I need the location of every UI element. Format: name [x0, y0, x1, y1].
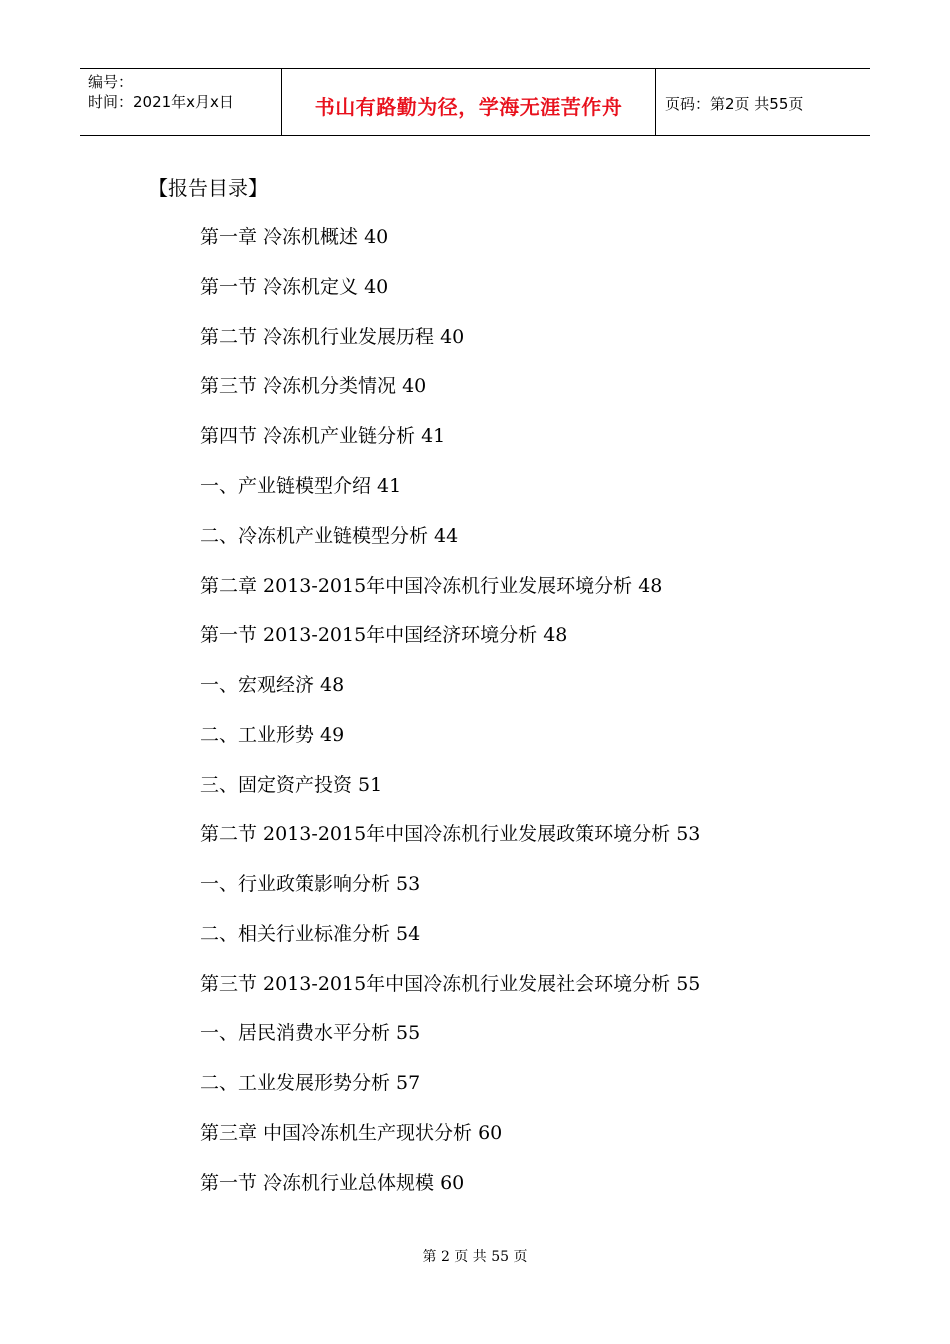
- toc-item: 第三节 2013-2015年中国冷冻机行业发展社会环境分析 55: [200, 973, 701, 995]
- toc-item: 一、宏观经济 48: [200, 674, 345, 696]
- toc-item: 第四节 冷冻机产业链分析 41: [200, 425, 446, 447]
- doc-number-label: 编号：: [88, 73, 134, 91]
- toc-item: 第二章 2013-2015年中国冷冻机行业发展环境分析 48: [200, 575, 663, 597]
- header-page-info: 页码：第2页 共55页: [665, 95, 804, 113]
- page-footer: 第 2 页 共 55 页: [422, 1249, 528, 1265]
- toc-item: 第一节 冷冻机行业总体规模 60: [200, 1172, 465, 1194]
- toc-item: 二、相关行业标准分析 54: [200, 923, 421, 945]
- toc-item: 第一节 2013-2015年中国经济环境分析 48: [200, 624, 568, 646]
- toc-item: 第二节 2013-2015年中国冷冻机行业发展政策环境分析 53: [200, 823, 701, 845]
- toc-item: 一、居民消费水平分析 55: [200, 1022, 421, 1044]
- toc-item: 第一章 冷冻机概述 40: [200, 226, 389, 248]
- toc-item: 一、产业链模型介绍 41: [200, 475, 402, 497]
- toc-title: 【报告目录】: [148, 176, 268, 200]
- toc-item: 第三节 冷冻机分类情况 40: [200, 375, 427, 397]
- toc-item: 二、工业形势 49: [200, 724, 345, 746]
- toc-item: 第三章 中国冷冻机生产现状分析 60: [200, 1122, 503, 1144]
- toc-item: 二、冷冻机产业链模型分析 44: [200, 525, 459, 547]
- toc-item: 二、工业发展形势分析 57: [200, 1072, 421, 1094]
- toc-item: 三、固定资产投资 51: [200, 774, 383, 796]
- toc-item: 第一节 冷冻机定义 40: [200, 276, 389, 298]
- toc-item: 一、行业政策影响分析 53: [200, 873, 421, 895]
- header-motto: 书山有路勤为径，学海无涯苦作舟: [314, 95, 623, 119]
- date-label: 时间：2021年x月x日: [88, 93, 234, 111]
- toc-item: 第二节 冷冻机行业发展历程 40: [200, 326, 465, 348]
